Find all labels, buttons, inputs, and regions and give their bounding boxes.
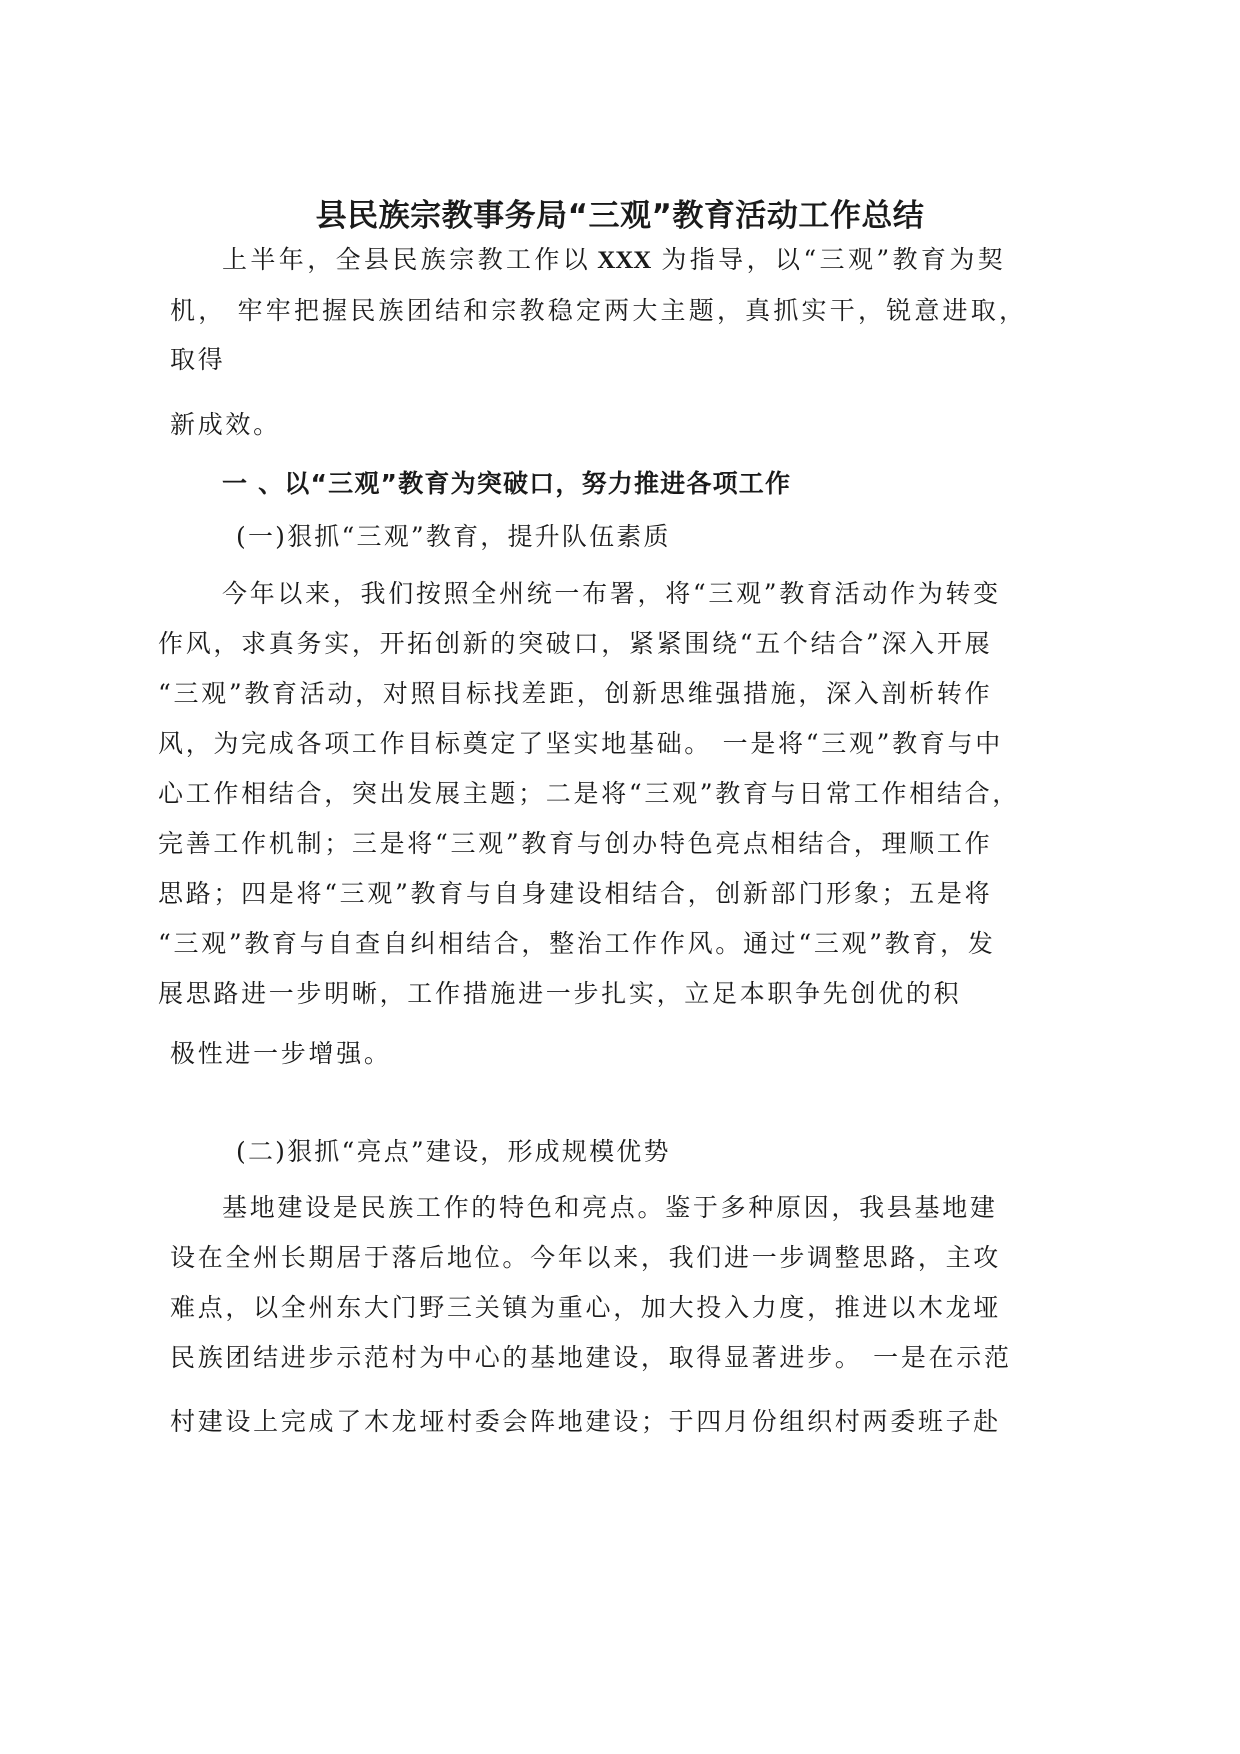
document-title: 县民族宗教事务局“三观”教育活动工作总结 xyxy=(315,198,925,234)
para-2-line-3: 难点，以全州东大门野三关镇为重心，加大投入力度，推进以木龙垭 xyxy=(170,1293,1002,1322)
para-1-line-1: 今年以来，我们按照全州统一布署，将“三观”教育活动作为转变 xyxy=(222,579,1001,608)
intro-line-1-text-b: 为指导，以“三观”教育为契 xyxy=(661,245,1007,274)
para-1-line-6: 完善工作机制；三是将“三观”教育与创办特色亮点相结合，理顺工作 xyxy=(158,829,993,858)
intro-line-4: 新成效。 xyxy=(170,410,281,439)
para-1-line-9: 展思路进一步明晰，工作措施进一步扎实，立足本职争先创优的积 xyxy=(158,979,962,1008)
intro-line-1-text-a: 上半年，全县民族宗教工作以 xyxy=(222,245,592,274)
intro-xxx: XXX xyxy=(597,247,652,274)
section-1-heading: 一 、以“三观”教育为突破口，努力推进各项工作 xyxy=(222,469,792,498)
para-1-line-5: 心工作相结合，突出发展主题；二是将“三观”教育与日常工作相结合， xyxy=(158,779,1020,808)
intro-line-3: 取得 xyxy=(170,345,226,374)
subsection-2-heading: (二)狠抓“亮点”建设，形成规模优势 xyxy=(236,1137,671,1166)
para-2-line-4: 民族团结进步示范村为中心的基地建设，取得显著进步。 一是在示范 xyxy=(170,1343,1012,1372)
para-1-line-3: “三观”教育活动，对照目标找差距，创新思维强措施，深入剖析转作 xyxy=(158,679,993,708)
para-1-line-2: 作风，求真务实，开拓创新的突破口，紧紧围绕“五个结合”深入开展 xyxy=(158,629,993,658)
para-2-line-1: 基地建设是民族工作的特色和亮点。鉴于多种原因，我县基地建 xyxy=(222,1193,998,1222)
para-1-line-4: 风，为完成各项工作目标奠定了坚实地基础。 一是将“三观”教育与中 xyxy=(158,729,1003,758)
intro-line-1 xyxy=(222,242,1006,279)
subsection-1-heading: (一)狠抓“三观”教育，提升队伍素质 xyxy=(236,522,671,551)
para-2-line-5: 村建设上完成了木龙垭村委会阵地建设；于四月份组织村两委班子赴 xyxy=(170,1407,1002,1436)
para-1-line-7: 思路；四是将“三观”教育与自身建设相结合，创新部门形象；五是将 xyxy=(158,879,993,908)
para-1-line-10: 极性进一步增强。 xyxy=(170,1039,392,1068)
para-2-line-2: 设在全州长期居于落后地位。今年以来，我们进一步调整思路，主攻 xyxy=(170,1243,1002,1272)
para-1-line-8: “三观”教育与自查自纠相结合，整治工作作风。通过“三观”教育，发 xyxy=(158,929,996,958)
intro-line-2: 机， 牢牢把握民族团结和宗教稳定两大主题，真抓实干，锐意进取， xyxy=(170,296,1028,325)
